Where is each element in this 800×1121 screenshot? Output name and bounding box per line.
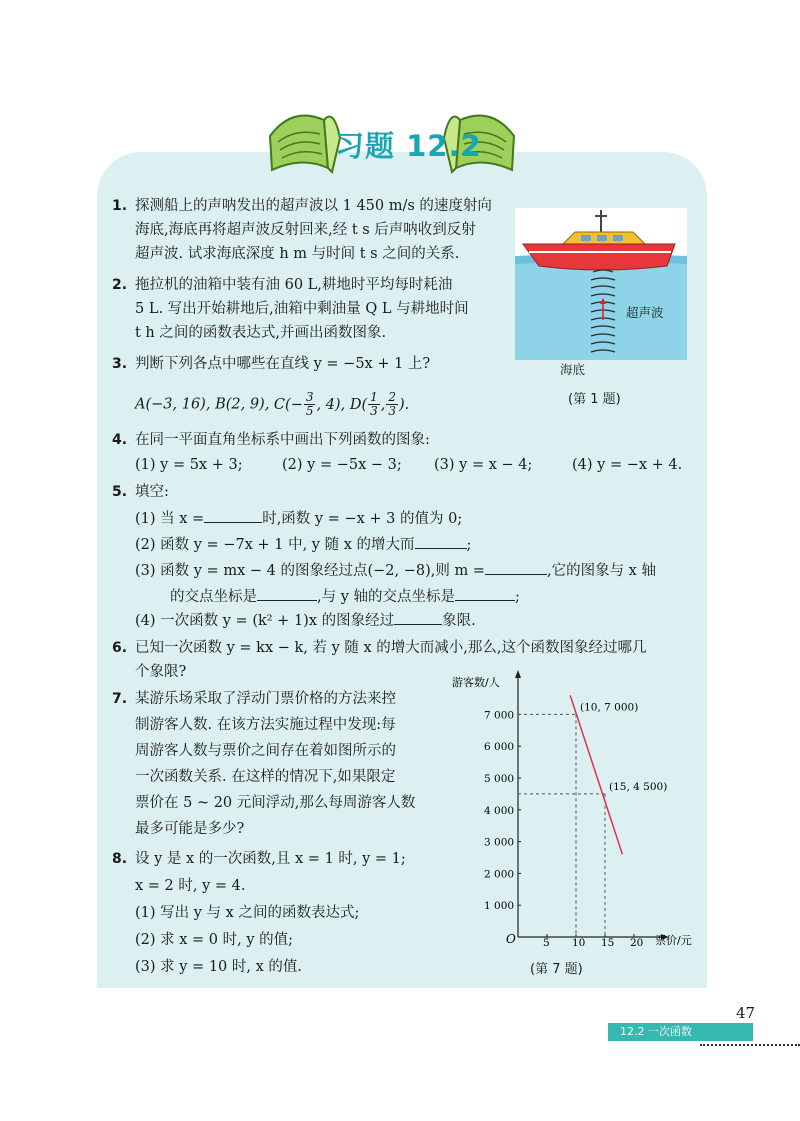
q2-number: 2. (112, 277, 128, 293)
q7-number: 7. (112, 691, 128, 707)
q5-sub-1: (1) 当 x = 时,函数 y = −x + 3 的值为 0; (135, 508, 462, 529)
page-title: 习题 12.2 (335, 129, 482, 163)
q4-line: 在同一平面直角坐标系中画出下列函数的图象: (135, 432, 430, 448)
ticket-price-chart (446, 670, 706, 955)
q2-line-2: 5 L. 写出开始耕地后,油箱中剩油量 Q L 与耕地时间 (135, 301, 469, 317)
q5-line: 填空: (135, 484, 169, 500)
sonar-ship-illustration (515, 208, 687, 360)
q7-line-5: 票价在 5 ~ 20 元间浮动,那么每周游客人数 (135, 795, 416, 811)
x-tick-label: 20 (630, 937, 644, 949)
x-tick-label: 5 (543, 937, 550, 949)
q8-number: 8. (112, 851, 128, 867)
y-tick-label: 1 000 (484, 900, 515, 913)
blank (485, 560, 547, 575)
y-axis-label: 游客数/人 (452, 676, 500, 689)
point-c: C(− $\frac{3}{5}$ , 4), (273, 390, 346, 418)
ultrasound-label: 超声波 (626, 305, 664, 320)
q5-sub-4: (4) 一次函数 y = (k² + 1)x 的图象经过 象限. (135, 610, 476, 631)
q1-line-1: 探测船上的声呐发出的超声波以 1 450 m/s 的速度射向 (135, 198, 492, 214)
q6-line-2: 个象限? (135, 664, 187, 680)
q3-number: 3. (112, 356, 128, 372)
blank (394, 610, 442, 625)
q3-points (135, 391, 409, 418)
q2-line-1: 拖拉机的油箱中装有油 60 L,耕地时平均每时耗油 (135, 277, 453, 293)
q5-number: 5. (112, 484, 128, 500)
x-tick-label: 10 (572, 937, 586, 949)
y-tick-label: 5 000 (484, 773, 515, 785)
sonar-ship-figure (515, 208, 687, 360)
blank (257, 586, 317, 601)
q7-line-1: 某游乐场采取了浮动门票价格的方法来控 (135, 691, 396, 707)
q4-item-4: (4) y = −x + 4. (572, 457, 683, 473)
x-tick-label: 15 (601, 937, 615, 949)
q7-line-6: 最多可能是多少? (135, 821, 245, 837)
q8-line-2: x = 2 时, y = 4. (135, 878, 246, 894)
footer-dotted-line (700, 1044, 800, 1046)
figure-1-caption: (第 1 题) (568, 392, 621, 407)
q2-line-3: t h 之间的函数表达式,并画出函数图象. (135, 325, 387, 341)
point-d: D( $\frac{1}{3}$ , $\frac{2}{3}$ ). (349, 390, 410, 418)
q8-sub-2: (2) 求 x = 0 时, y 的值; (135, 932, 294, 948)
q4-item-1: (1) y = 5x + 3; (135, 457, 243, 473)
q7-line-3: 周游客人数与票价之间存在着如图所示的 (135, 743, 396, 759)
q1-line-3: 超声波. 试求海底深度 h m 与时间 t s 之间的关系. (135, 246, 460, 262)
y-tick-label: 4 000 (484, 804, 515, 817)
y-tick-label: 2 000 (484, 868, 515, 881)
blank (415, 534, 467, 549)
left-book-icon (270, 116, 340, 172)
q1-line-2: 海底,海底再将超声波反射回来,经 t s 后声呐收到反射 (135, 222, 476, 238)
series-line (570, 695, 622, 854)
q5-sub-3: (3) 函数 y = mx − 4 的图象经过点(−2, −8),则 m = ,它的图象与 x 轴 (135, 560, 656, 581)
x-axis-label: 票价/元 (655, 934, 692, 947)
blank (455, 586, 515, 601)
y-tick-label: 3 000 (484, 836, 515, 849)
point-b: B(2, 9), (215, 396, 270, 413)
q7-line-4: 一次函数关系. 在这样的情况下,如果限定 (135, 769, 396, 785)
point-label: (15, 4 500) (609, 780, 668, 793)
q8-sub-1: (1) 写出 y 与 x 之间的函数表达式; (135, 905, 360, 921)
q7-line-2: 制游客人数. 在该方法实施过程中发现:每 (135, 717, 396, 733)
point-a: A(−3, 16), (135, 396, 211, 413)
origin-label: O (506, 932, 516, 946)
q8-line-1: 设 y 是 x 的一次函数,且 x = 1 时, y = 1; (135, 851, 406, 867)
point-label: (10, 7 000) (580, 701, 639, 714)
q6-number: 6. (112, 640, 128, 656)
q4-item-3: (3) y = x − 4; (434, 457, 533, 473)
y-tick-label: 7 000 (484, 709, 515, 722)
q3-line: 判断下列各点中哪些在直线 y = −5x + 1 上? (135, 356, 431, 372)
section-label: 12.2 一次函数 (608, 1023, 753, 1041)
page-number: 47 (736, 1004, 756, 1022)
q5-sub-2: (2) 函数 y = −7x + 1 中, y 随 x 的增大而 ; (135, 534, 471, 555)
seabed-label: 海底 (560, 362, 586, 377)
y-tick-label: 6 000 (484, 741, 515, 754)
q8-sub-3: (3) 求 y = 10 时, x 的值. (135, 959, 302, 975)
blank (204, 508, 262, 523)
q6-line-1: 已知一次函数 y = kx − k, 若 y 随 x 的增大而减小,那么,这个函数图象经过哪几 (135, 640, 647, 656)
q5-sub-3-cont: 的交点坐标是 ,与 y 轴的交点坐标是 ; (170, 586, 520, 607)
figure-7-caption: (第 7 题) (530, 962, 583, 977)
q1-number: 1. (112, 198, 128, 214)
q4-item-2: (2) y = −5x − 3; (282, 457, 402, 473)
q4-number: 4. (112, 432, 128, 448)
y-axis-arrow (515, 670, 521, 678)
